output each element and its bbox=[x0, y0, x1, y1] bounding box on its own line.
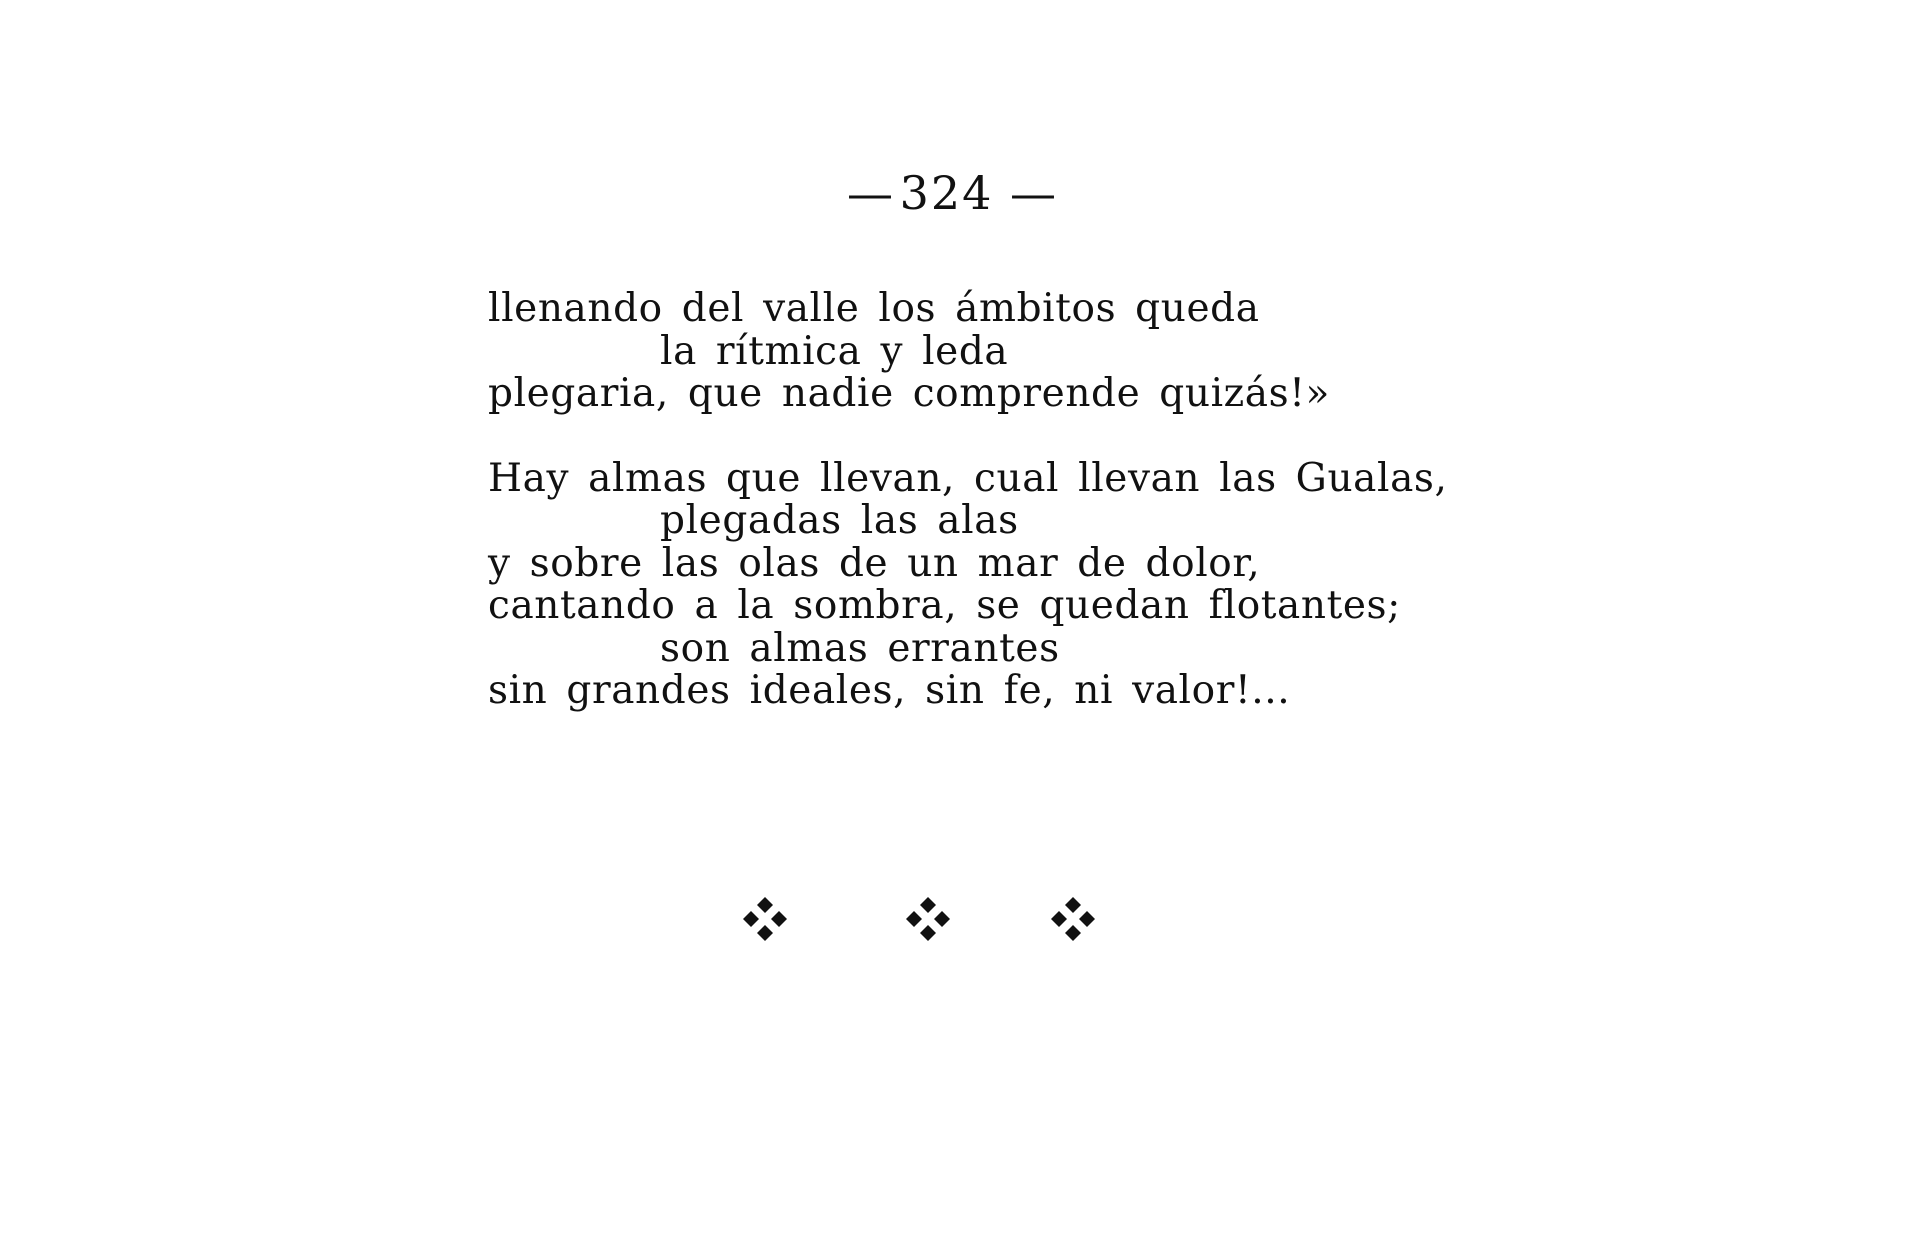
page-number bbox=[0, 166, 1905, 220]
verse-line-indented: la rítmica y leda bbox=[660, 328, 1009, 374]
fleuron-icon bbox=[903, 895, 953, 945]
verse-line: llenando del valle los ámbitos queda bbox=[488, 286, 1260, 331]
page-number-dash-right: — bbox=[1010, 166, 1059, 220]
page-number-dash-left: — bbox=[846, 166, 895, 220]
poem-body bbox=[488, 288, 1488, 755]
verse-line: Hay almas que llevan, cual llevan las Gualas, bbox=[488, 455, 1448, 501]
stanza-2 bbox=[488, 455, 1488, 713]
fleuron-icon bbox=[740, 895, 790, 945]
page-number-value: 324 bbox=[899, 166, 994, 220]
verse-line: sin grandes ideales, sin fe, ni valor!... bbox=[488, 668, 1291, 713]
ornament-row bbox=[0, 895, 1905, 955]
verse-line-indented: plegadas las alas bbox=[660, 498, 1019, 543]
verse-line: plegaria, que nadie comprende quizás!» bbox=[488, 371, 1330, 416]
verse-line: y sobre las olas de un mar de dolor, bbox=[488, 540, 1261, 586]
stanza-1 bbox=[488, 288, 1488, 416]
verse-line: cantando a la sombra, se quedan flotantes; bbox=[488, 583, 1401, 628]
verse-line-indented: son almas errantes bbox=[660, 625, 1060, 671]
fleuron-icon bbox=[1048, 895, 1098, 945]
